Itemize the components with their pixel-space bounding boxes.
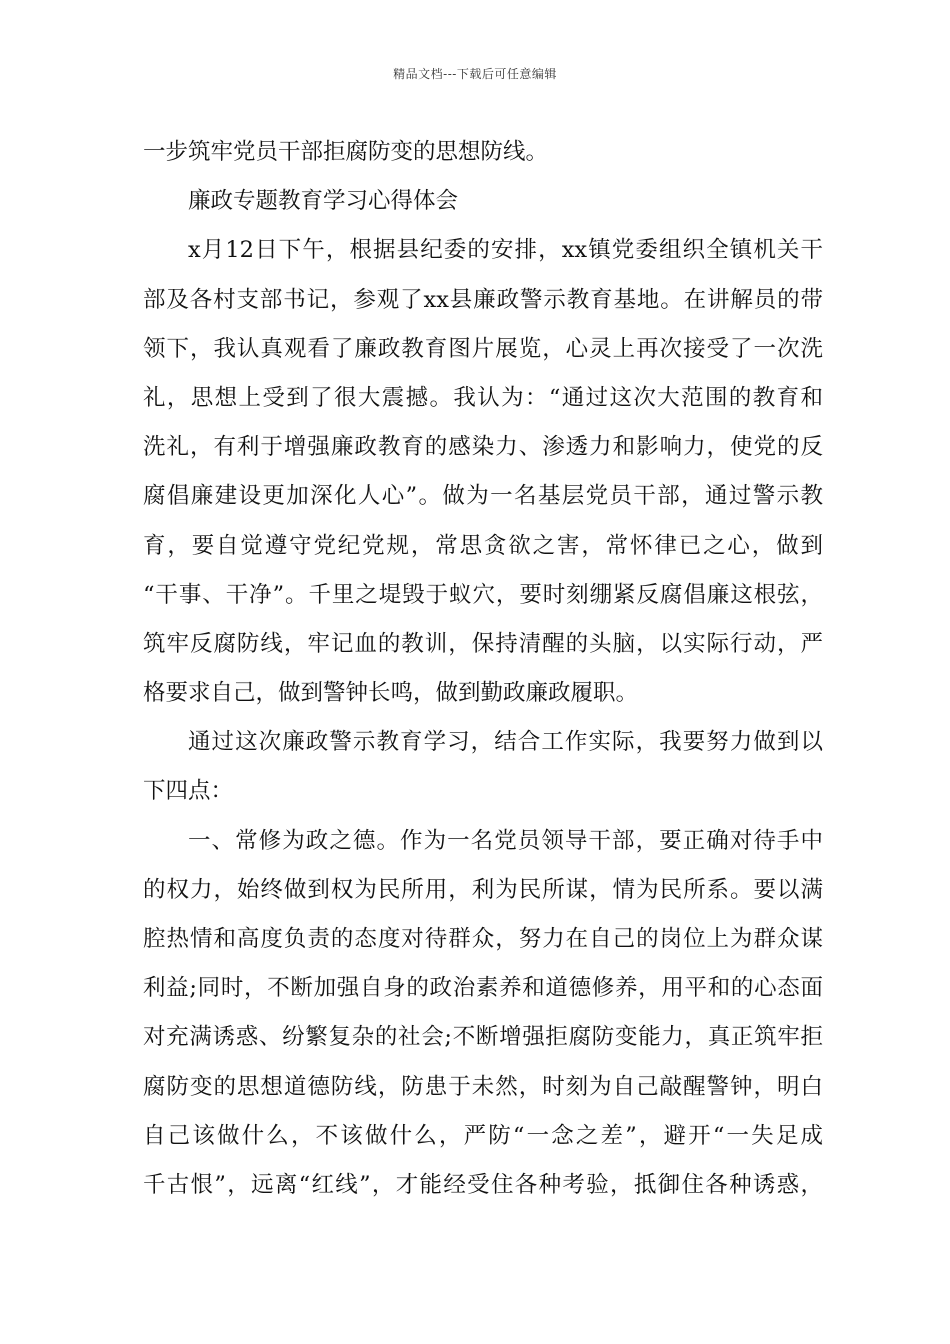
text-line: 腔热情和高度负责的态度对待群众，努力在自己的岗位上为群众谋 <box>143 926 823 952</box>
text-line: x月12日下午，根据县纪委的安排，xx镇党委组织全镇机关干 <box>188 237 823 264</box>
text-line: 利益;同时，不断加强自身的政治素养和道德修养，用平和的心态面 <box>143 975 823 1002</box>
text-line: 一、常修为政之德。作为一名党员领导干部，要正确对待手中 <box>188 827 823 854</box>
text-line: 洗礼，有利于增强廉政教育的感染力、渗透力和影响力，使党的反 <box>143 434 823 461</box>
text-line: 腐防变的思想道德防线，防患于未然，时刻为自己敲醒警钟，明白 <box>143 1073 823 1100</box>
text-line: 格要求自己，做到警钟长鸣，做到勤政廉政履职。 <box>143 680 639 707</box>
text-line: 礼，思想上受到了很大震撼。我认为：“通过这次大范围的教育和 <box>143 384 823 411</box>
text-line: 通过这次廉政警示教育学习，结合工作实际，我要努力做到以 <box>188 729 823 756</box>
text-line: 千古恨”，远离“红线”，才能经受住各种考验，抵御住各种诱惑， <box>143 1171 823 1198</box>
text-line: 筑牢反腐防线，牢记血的教训，保持清醒的头脑，以实际行动，严 <box>143 630 823 657</box>
text-line: “干事、干净”。千里之堤毁于蚁穴，要时刻绷紧反腐倡廉这根弦， <box>143 581 823 608</box>
text-line: 一步筑牢党员干部拒腐防变的思想防线。 <box>143 139 549 165</box>
page-header: 精品文档---下载后可任意编辑 <box>393 67 557 81</box>
section-title: 廉政专题教育学习心得体会 <box>188 188 459 215</box>
text-line: 自己该做什么，不该做什么，严防“一念之差”，避开“一失足成 <box>143 1122 823 1149</box>
text-line: 下四点： <box>143 778 234 805</box>
text-line: 育，要自觉遵守党纪党规，常思贪欲之害，常怀律已之心，做到 <box>143 532 823 559</box>
text-line: 腐倡廉建设更加深化人心”。做为一名基层党员干部，通过警示教 <box>143 483 823 510</box>
text-line: 领下，我认真观看了廉政教育图片展览，心灵上再次接受了一次洗 <box>143 335 823 362</box>
text-line: 的权力，始终做到权为民所用，利为民所谋，情为民所系。要以满 <box>143 876 823 903</box>
document-body <box>143 128 823 1210</box>
text-line: 对充满诱惑、纷繁复杂的社会;不断增强拒腐防变能力，真正筑牢拒 <box>143 1024 823 1051</box>
text-line: 部及各村支部书记，参观了xx县廉政警示教育基地。在讲解员的带 <box>143 286 823 313</box>
